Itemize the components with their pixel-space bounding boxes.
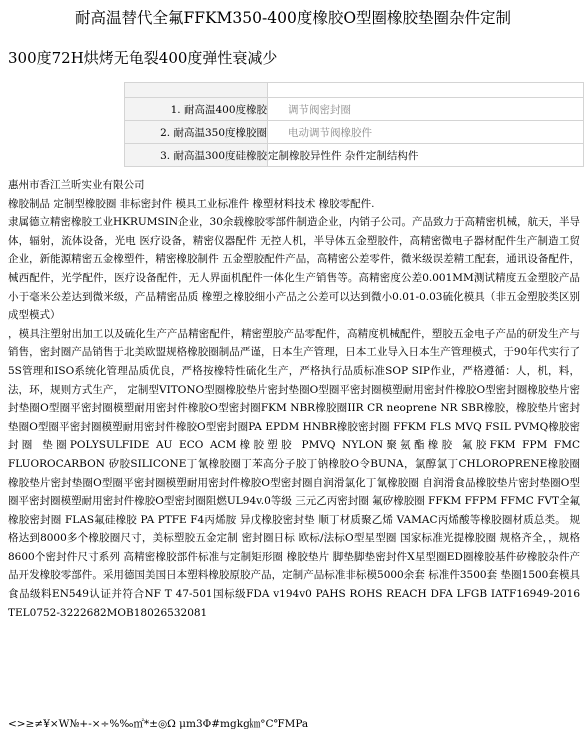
row-value: 调节阀密封圈: [268, 98, 584, 121]
row-value: 电动调节阀橡胶件: [268, 121, 584, 144]
row-label: 耐高温300度硅橡胶: [173, 149, 267, 162]
article-body: [8, 176, 580, 622]
symbols-line: <>≥≠¥×W№+-×÷%‰㎡*±◎Ω μm3Φ#mgkg㎞°C℉MPa: [8, 718, 309, 730]
row-label-cell: 3. 耐高温300度硅橡胶: [125, 144, 268, 167]
keywords-line: 橡胶制品 定制型橡胶圈 非标密封件 模具工业标准件 橡塑材料技术 橡胶零配件.: [8, 197, 375, 210]
row-label: 耐高温350度橡胶圈: [173, 126, 267, 139]
intro-paragraph: 隶属德立精密橡胶工业HKRUMSIN企业，30余载橡胶零部件制造企业，内销子公司。产品致力于高精密机械，航天，半导体，辐射，流体设备，光电 医疗设备，精密仪器配件 无控人机，半导体五金塑胶件，高精密微电子器材配件生产制造工贸企业，新能源精密五金橡塑件，精密橡胶制件 五金塑胶配件产品，高精密公差零件，微米级误差精工配套，通讯设备配件，械西配件，光学配件，医疗设备配件，无人界面机配件一体化生产销售等。高精密度公差0.001MM测试精度五金塑胶产品小于毫米公差达到微米级，产品精密品质 橡塑之橡胶细小产品之公差可以达到微小0.01-0.03硫化模具（非五金塑胶类区别成型模式）: [8, 216, 580, 322]
row-value: 定制橡胶异性件 杂件定制结构件: [268, 144, 584, 167]
table-row: [125, 144, 584, 167]
table-row: [125, 121, 584, 144]
spec-table: [124, 82, 584, 167]
company-name: 惠州市香江兰昕实业有限公司: [8, 179, 145, 191]
table-header-row: [125, 83, 584, 98]
table-row: [125, 98, 584, 121]
row-label: 耐高温400度橡胶: [183, 103, 267, 116]
page-title: 耐高温替代全氟FFKM350-400度橡胶O型圈橡胶垫圈杂件定制: [74, 9, 512, 27]
page-subtitle: 300度72H烘烤无龟裂400度弹性衰减少: [8, 49, 278, 67]
row-label-cell: 1. 耐高温400度橡胶: [125, 98, 268, 121]
row-label-cell: 2. 耐高温350度橡胶圈: [125, 121, 268, 144]
detail-paragraph: ，模具注塑射出加工以及硫化生产产品精密配件，精密塑胶产品零配件，高精度机械配件，塑胶五金电子产品的研发生产与销售，密封圈产品销售于北美欧盟规格橡胶圈制品严谨，日本生产管理，日本工业导入日本生产管理模式，于90年代实行了5S管理和ISO系统化管理品质优良，严格按橡特性硫化生产，严格执行品质标准SOP SIP作业，严格遵循：人，机，料，法，环，规则方式生产， 定制型VITONO型圈橡胶垫片密封垫圈O型圈平密封圈模塑耐用密封件橡胶O型密封圈橡胶垫片密封垫圈O型圈平密封圈模塑耐用密封件橡胶O型密封圈FKM NBR橡胶圈IIR CR neoprene NR SBR橡胶，橡胶垫片密封垫圈O型圈平密封圈模塑耐用密封件橡胶O型密封圈PA EPDM HNBR橡胶密封圈 FFKM FLS MVQ FSIL PVMQ橡胶密封圈 垫圈POLYSULFIDE AU ECO ACM橡胶塑胶 PMVQ NYLON聚氨酯橡胶 氟胶FKM FPM FMC FLUOROCARBON 矽胶SILICONE丁氰橡胶圈丁苯高分子胶丁钠橡胶O令BUNA，氯醇氯丁CHLOROPRENE橡胶圈 橡胶垫片密封垫圈O型圈平密封圈模塑耐用密封件橡胶O型密封圈自润滑氯化丁氰橡胶圈 自润滑食品橡胶垫片密封垫圈O型圈平密封圈模塑耐用密封件橡胶O型密封圈阻燃UL94v.0等级 三元乙丙密封圈 氟矽橡胶圈 FFKM FFPM FFMC FVT全氟橡胶密封圈 FLAS氟硅橡胶 PA PTFE F4丙烯胺 异戊橡胶密封垫 顺丁材质聚乙烯 VAMAC丙烯酸等橡胶圈材质总类。 规格达到8000多个橡胶圈尺寸，美标塑胶五金定制 密封圈日标 欧标/法标O型星型圈 国家标准光提橡胶圈 规格齐全，，规格8600个密封件尺寸系列 高精密橡胶部件标准与定制矩形圈 橡胶垫片 脚垫脚垫密封件X星型圈ED圈橡胶基件矽橡胶杂件产品开发橡胶零部件。采用德国美国日本塑料橡胶原胶产品，定制产品标准非标模5000余套 标准件3500套 垫圈1500套模具食品级料EN549认证并符合NF T 47-501国标级FDA v194v0 PAHS ROHS REACH DFA LFGB IATF16949-2016 TEL0752-3222682MOB18026532081: [8, 327, 580, 619]
